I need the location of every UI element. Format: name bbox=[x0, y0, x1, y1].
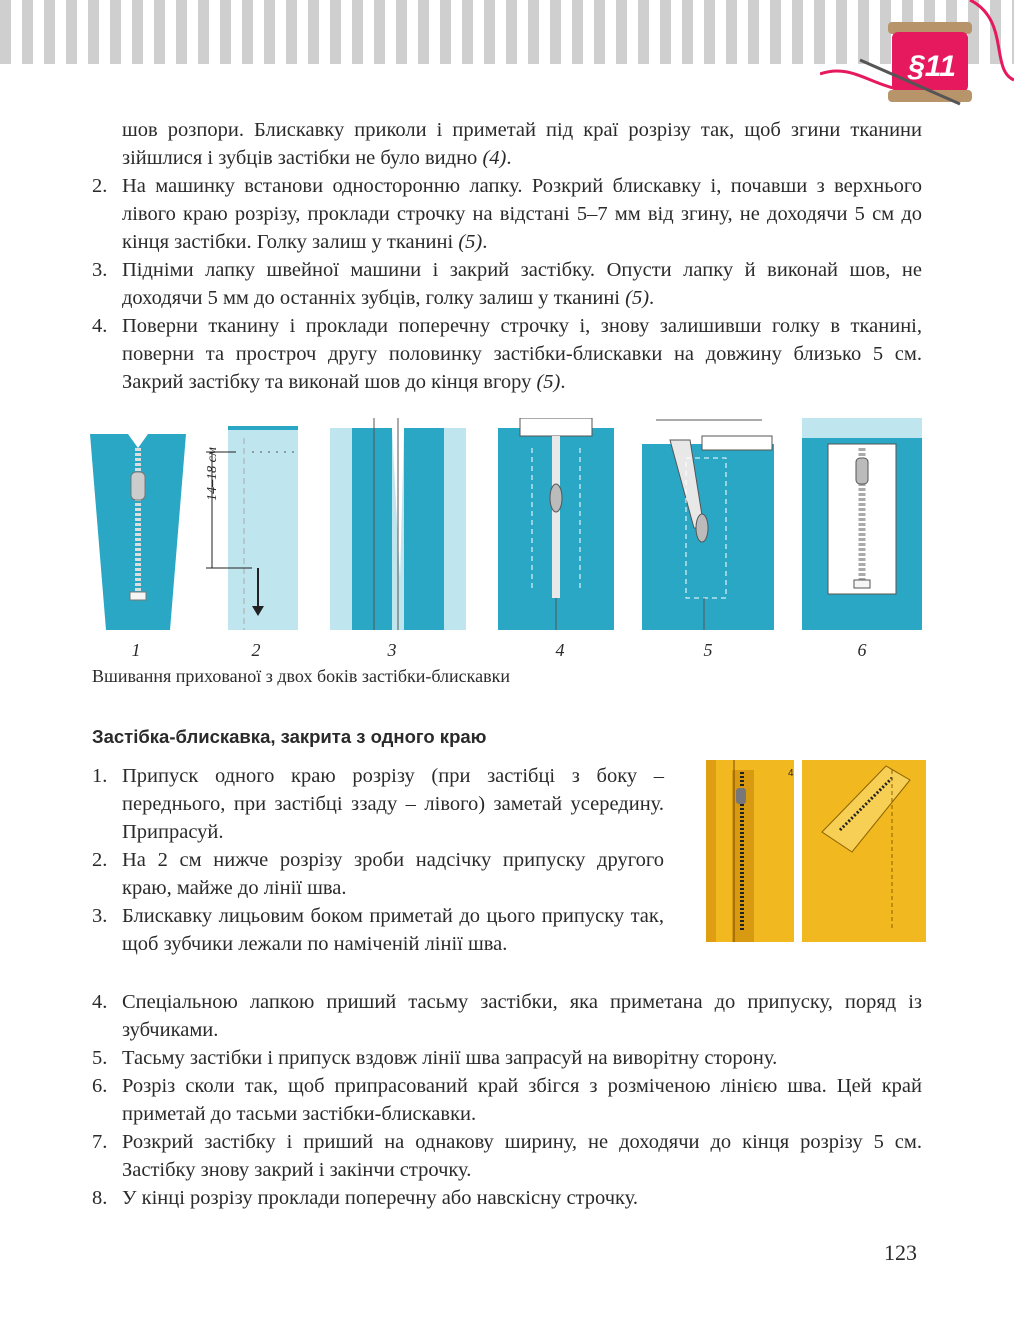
zipper-photo-1 bbox=[706, 760, 794, 942]
zipper-figure-6 bbox=[802, 418, 922, 630]
figure-label-6: 6 bbox=[857, 640, 867, 660]
zipper-figure-4 bbox=[498, 418, 614, 630]
list-item: 2. На машинку встанови односторонню лапку. Розкрий блискавку і, почавши з верхнього лівого краю розрізу, проклади строчку на відстані 5–7 мм від згину, не доходячи 5 см до кінця застібки. Голку залиш у тканині (5). bbox=[92, 175, 922, 253]
steps-list-1 bbox=[92, 172, 922, 396]
list-item: 2. На 2 см нижче розрізу зроби надсічку припуску другого краю, майже до лінії шва. bbox=[92, 849, 664, 899]
zipper-figure-1 bbox=[90, 418, 186, 630]
list-item: 7. Розкрий застібку і приший на однакову ширину, не доходячи до кінця розрізу 5 см. Застібку знову закрий і закінчи строчку. bbox=[92, 1131, 922, 1181]
zipper-figure-5 bbox=[642, 418, 774, 630]
section-heading: Застібка-блискавка, закрита з одного краю bbox=[92, 726, 487, 747]
page-number: 123 bbox=[884, 1240, 917, 1265]
list-item: 3. Блискавку лицьовим боком приметай до цього припуску так, щоб зубчики лежали по наміченій лінії шва. bbox=[92, 905, 664, 955]
steps-list-3 bbox=[92, 988, 922, 1212]
section-badge: §11 bbox=[908, 50, 956, 83]
photo-mark: 4 bbox=[788, 768, 794, 779]
dimension-label: 14–18 см bbox=[204, 447, 220, 501]
continuation-text: шов розпори. Блискавку приколи і приметай під краї розрізу так, щоб згини тканини зійшлися і зубців застібки не було видно (4). bbox=[122, 119, 922, 169]
figure-label-4: 4 bbox=[555, 640, 565, 660]
list-item: 4. Спеціальною лапкою приший тасьму застібки, яка приметана до припуску, поряд із зубчиками. bbox=[92, 991, 922, 1041]
list-item: 5. Тасьму застібки і припуск вздовж лінії шва запрасуй на виворітну сторону. bbox=[92, 1047, 778, 1069]
list-item: 6. Розріз сколи так, щоб припрасований край збігся з розміченою лінією шва. Цей край приметай до тасьми застібки-блискавки. bbox=[92, 1075, 922, 1125]
figure-label-1: 1 bbox=[131, 640, 141, 660]
zipper-photo-2 bbox=[802, 760, 926, 942]
figure-label-3: 3 bbox=[387, 640, 397, 660]
figure-label-2: 2 bbox=[251, 640, 261, 660]
list-item: 1. Припуск одного краю розрізу (при застібці з боку – переднього, при застібці ззаду – лівого) заметай усередину. Припрасуй. bbox=[92, 765, 664, 843]
figure-caption: Вшивання прихованої з двох боків застібки-блискавки bbox=[92, 666, 510, 686]
list-item: 4. Поверни тканину і проклади поперечну строчку і, знову залишивши голку в тканині, поверни та простроч другу половинку застібки-блискавки на довжину близько 5 см. Закрий застібку та виконай шов до кінця вгору (5). bbox=[92, 315, 922, 393]
figure-label-5: 5 bbox=[703, 640, 713, 660]
list-item: 8. У кінці розрізу проклади поперечну або навскісну строчку. bbox=[92, 1187, 639, 1209]
steps-list-2 bbox=[92, 762, 664, 958]
zipper-figure-3 bbox=[330, 418, 466, 630]
list-item: 3. Підніми лапку швейної машини і закрий застібку. Опусти лапку й виконай шов, не доходячи 5 мм до останніх зубців, голку залиш у тканині (5). bbox=[92, 259, 922, 309]
